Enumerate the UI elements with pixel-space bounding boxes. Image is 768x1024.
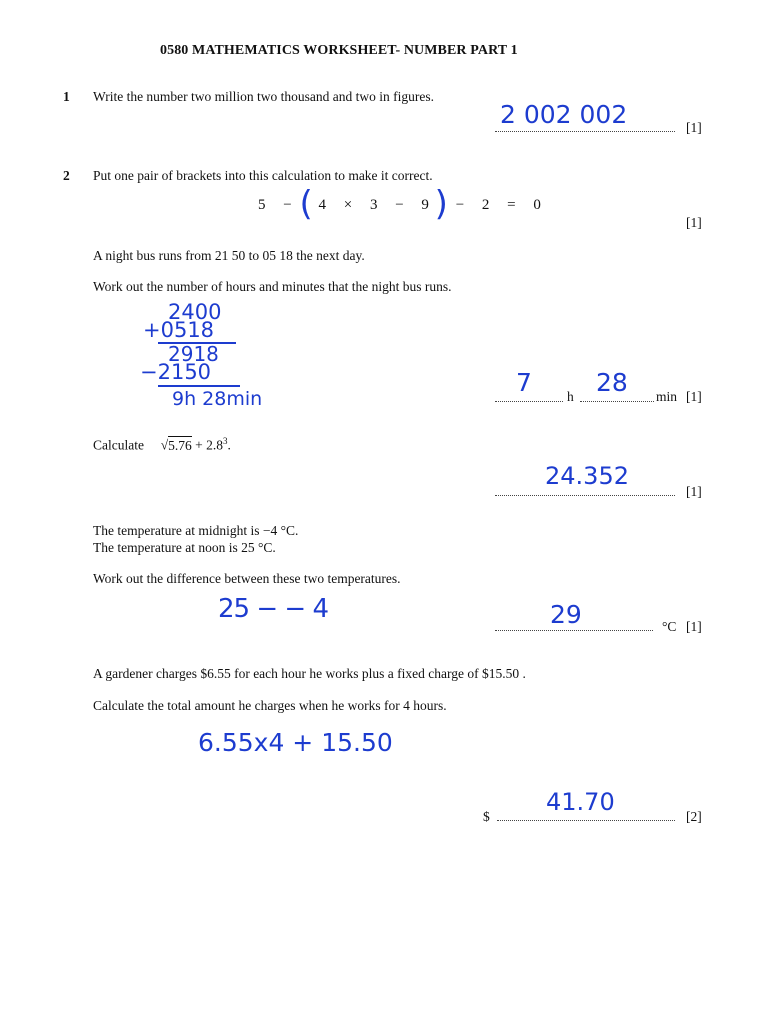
question-1-answer-line: [495, 130, 675, 132]
working-row-2: +0518: [143, 318, 215, 342]
question-4-suffix: .: [227, 437, 231, 453]
working-underline-2: [158, 385, 240, 387]
question-6-currency: $: [483, 809, 490, 824]
question-6-line-2: Calculate the total amount he charges when he works for 4 hours.: [93, 698, 447, 713]
sqrt-symbol: √: [160, 437, 169, 453]
question-1-number: 1: [63, 89, 70, 104]
eq-close-bracket: ): [434, 184, 448, 224]
question-3-mark: [1]: [686, 389, 702, 404]
question-3-hours-line: [495, 400, 563, 402]
question-1-text: Write the number two million two thousand and two in figures.: [93, 89, 435, 104]
working-row-3: 2918: [168, 342, 219, 366]
question-4-rest: + 2.8: [195, 437, 224, 453]
question-4-answer-line: [495, 494, 675, 496]
question-6-answer-line: [497, 819, 675, 821]
question-3-answer-hours: 7: [516, 368, 532, 397]
eq-term-e: 2: [481, 197, 490, 213]
question-5-line-3: Work out the difference between these two temperatures.: [93, 571, 401, 586]
sqrt-argument: 5.76: [168, 437, 192, 453]
eq-term-b: 4: [318, 197, 326, 213]
question-3-unit-h: h: [567, 389, 574, 404]
question-6-handwritten-answer: 41.70: [546, 788, 615, 816]
question-1-handwritten-answer: 2 002 002: [500, 100, 628, 129]
question-3-line-1: A night bus runs from 21 50 to 05 18 the next day.: [93, 248, 365, 263]
question-3-minutes-line: [580, 400, 654, 402]
question-5-mark: [1]: [686, 619, 702, 634]
eq-times: ×: [343, 197, 353, 213]
question-2-text: Put one pair of brackets into this calculation to make it correct.: [93, 168, 433, 183]
working-row-1: 2400: [168, 300, 222, 324]
question-5-answer-line: [495, 629, 653, 631]
question-4-prefix: Calculate: [93, 437, 144, 453]
question-5-line-2: The temperature at noon is 25 °C.: [93, 540, 276, 555]
eq-term-f: 0: [533, 197, 541, 213]
eq-term-a: 5: [258, 197, 266, 213]
question-2-equation: [258, 184, 541, 224]
question-3-working: [140, 300, 320, 420]
question-3-answer-minutes: 28: [596, 368, 628, 397]
question-5-unit: °C: [662, 619, 677, 634]
question-5-handwritten-answer: 29: [550, 600, 582, 629]
question-5-working: 25 − − 4: [218, 594, 328, 624]
worksheet-title: 0580 MATHEMATICS WORKSHEET- NUMBER PART 1: [160, 43, 518, 58]
eq-minus-3: −: [455, 197, 465, 213]
question-4-exponent: 3: [223, 436, 228, 446]
question-4-mark: [1]: [686, 484, 702, 499]
question-6-line-1: A gardener charges $6.55 for each hour he works plus a fixed charge of $15.50 .: [93, 666, 526, 681]
question-6-mark: [2]: [686, 809, 702, 824]
question-6-working: 6.55x4 + 15.50: [198, 728, 393, 757]
question-3-unit-min: min: [656, 389, 678, 404]
eq-minus-2: −: [395, 197, 404, 213]
working-row-4: −2150: [140, 360, 212, 384]
working-row-5: 9h 28min: [172, 388, 263, 410]
question-4-handwritten-answer: 24.352: [545, 462, 629, 490]
eq-term-d: 9: [421, 197, 429, 213]
eq-open-bracket: (: [299, 184, 313, 224]
eq-equals: =: [507, 197, 516, 213]
question-4-text: [93, 436, 231, 454]
eq-minus-1: −: [283, 197, 292, 213]
question-2-number: 2: [63, 168, 70, 183]
question-5-line-1: The temperature at midnight is −4 °C.: [93, 523, 299, 538]
question-3-line-2: Work out the number of hours and minutes that the night bus runs.: [93, 279, 452, 294]
question-2-mark: [1]: [686, 215, 702, 230]
question-1-mark: [1]: [686, 120, 702, 135]
eq-term-c: 3: [369, 197, 378, 213]
